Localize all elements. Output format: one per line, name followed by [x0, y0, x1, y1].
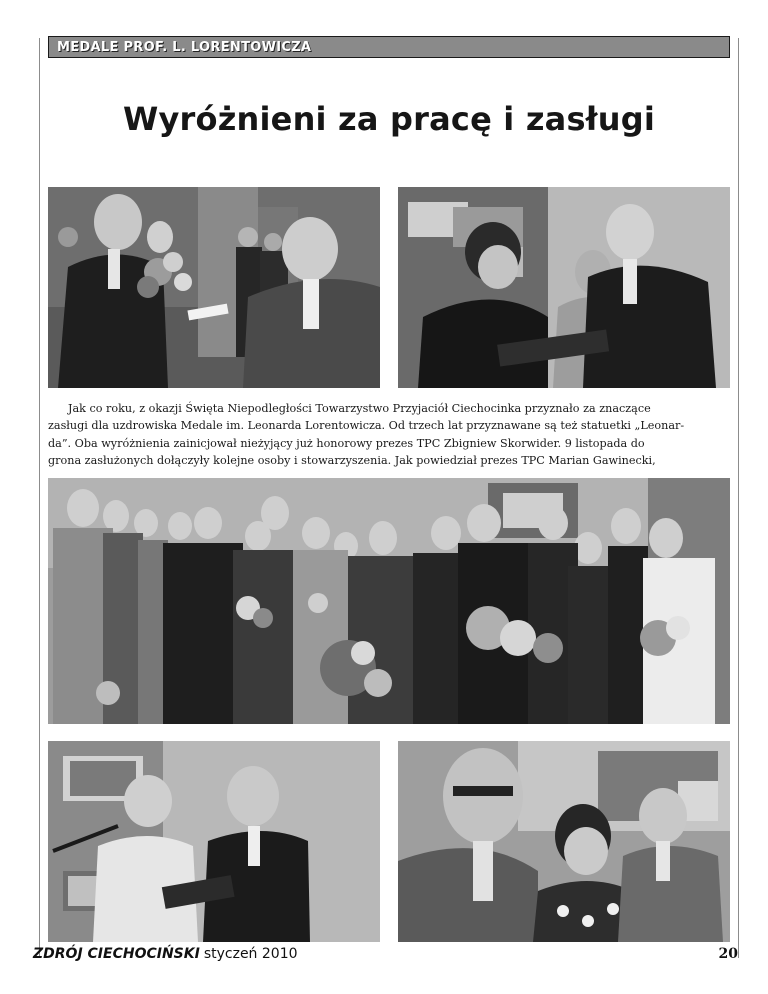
page-number: 20 [718, 946, 738, 962]
article-body [48, 400, 730, 470]
photo-medal-handover-men-image [48, 187, 380, 388]
section-header-label: MEDALE PROF. L. LORENTOWICZA [57, 39, 312, 55]
article-body-line: Jak co roku, z okazji Święta Niepodległości Towarzystwo Przyjaciół Ciechocinka przyznało za znaczące [68, 402, 651, 415]
article-body-line: grona zasłużonych dołączyły kolejne osoby i stowarzyszenia. Jak powiedział prezes TPC Marian Gawinecki, [48, 454, 656, 468]
section-header-bar [48, 36, 730, 58]
photo-medal-handover-woman-image [398, 187, 730, 388]
photo-group-of-laureates-image [48, 478, 730, 724]
article-body-line: zasługi dla uzdrowiska Medale im. Leonarda Lorentowicza. Od trzech lat przyznawane są też statuetki „Leonar- [48, 419, 685, 433]
article-body-line: da”. Oba wyróżnienia zainicjował nieżyjący już honorowy prezes TPC Zbigniew Skorwider. 9 listopada do [48, 436, 645, 450]
photo-guests-closeup [398, 741, 730, 942]
footer-magazine-credit [33, 946, 298, 962]
footer-issue-date: styczeń 2010 [203, 946, 298, 962]
photo-guests-closeup-image [398, 741, 730, 942]
footer-magazine-name: ZDRÓJ CIECHOCIŃSKI [33, 946, 200, 962]
article-headline: Wyróżnieni za pracę i zasługi [122, 100, 656, 138]
photo-diploma-handover [48, 741, 380, 942]
page-frame-right-rule [738, 38, 739, 958]
photo-group-of-laureates [48, 478, 730, 724]
page-frame-left-rule [39, 38, 40, 958]
photo-medal-handover-woman [398, 187, 730, 388]
photo-medal-handover-men [48, 187, 380, 388]
photo-diploma-handover-image [48, 741, 380, 942]
